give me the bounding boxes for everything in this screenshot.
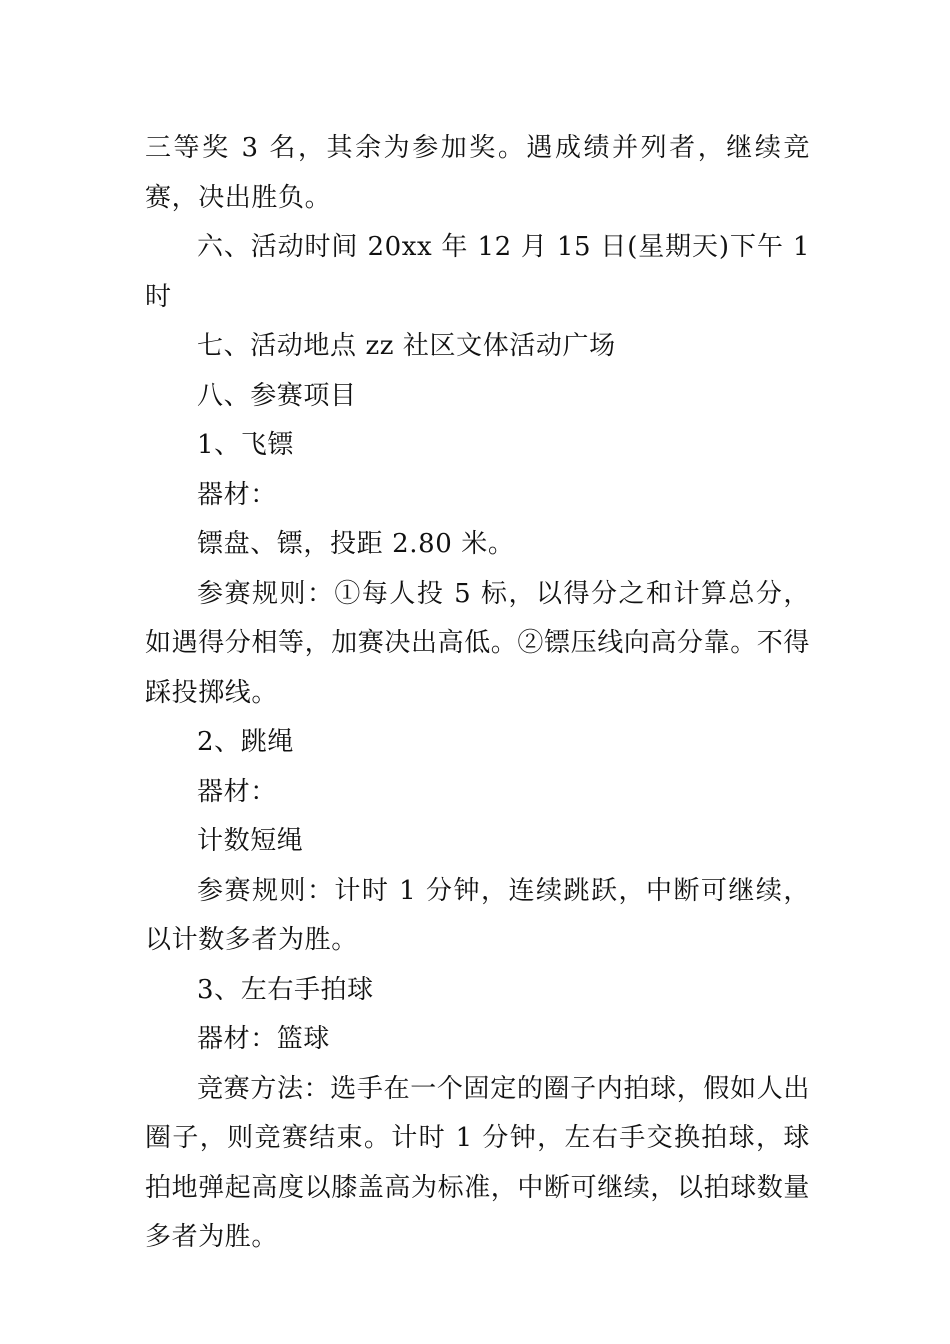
jump-rope-rules: 参赛规则：计时 1 分钟，连续跳跃，中断可继续，以计数多者为胜。 (145, 875, 810, 955)
event-heading-ball-bouncing: 3、左右手拍球 (197, 974, 374, 1005)
jump-rope-equipment-detail: 计数短绳 (197, 826, 304, 856)
darts-equipment-label: 器材： (197, 479, 277, 510)
event-heading-jump-rope: 2、跳绳 (197, 727, 294, 757)
darts-rules: 参赛规则：①每人投 5 标，以得分之和计算总分，如遇得分相等，加赛决出高低。②镖压线向高分靠。不得踩投掷线。 (145, 578, 811, 708)
paragraph-awards-continued: 三等奖 3 名，其余为参加奖。遇成绩并列者，继续竞赛，决出胜负。 (145, 133, 810, 213)
document-body (145, 124, 810, 1263)
darts-equipment-detail: 镖盘、镖，投距 2.80 米。 (197, 529, 515, 559)
jump-rope-equipment-label: 器材： (197, 776, 277, 807)
section-heading-events: 八、参赛项目 (197, 380, 357, 411)
event-heading-darts: 1、飞镖 (197, 430, 294, 460)
paragraph-activity-time: 六、活动时间 20xx 年 12 月 15 日(星期天)下午 1 时 (145, 232, 810, 312)
ball-bouncing-equipment: 器材：篮球 (197, 1024, 331, 1054)
paragraph-activity-location: 七、活动地点 zz 社区文体活动广场 (197, 331, 616, 361)
ball-bouncing-method: 竞赛方法：选手在一个固定的圈子内拍球，假如人出圈子，则竞赛结束。计时 1 分钟，左右手交换拍球，球拍地弹起高度以膝盖高为标准，中断可继续，以拍球数量多者为胜。 (145, 1073, 811, 1252)
